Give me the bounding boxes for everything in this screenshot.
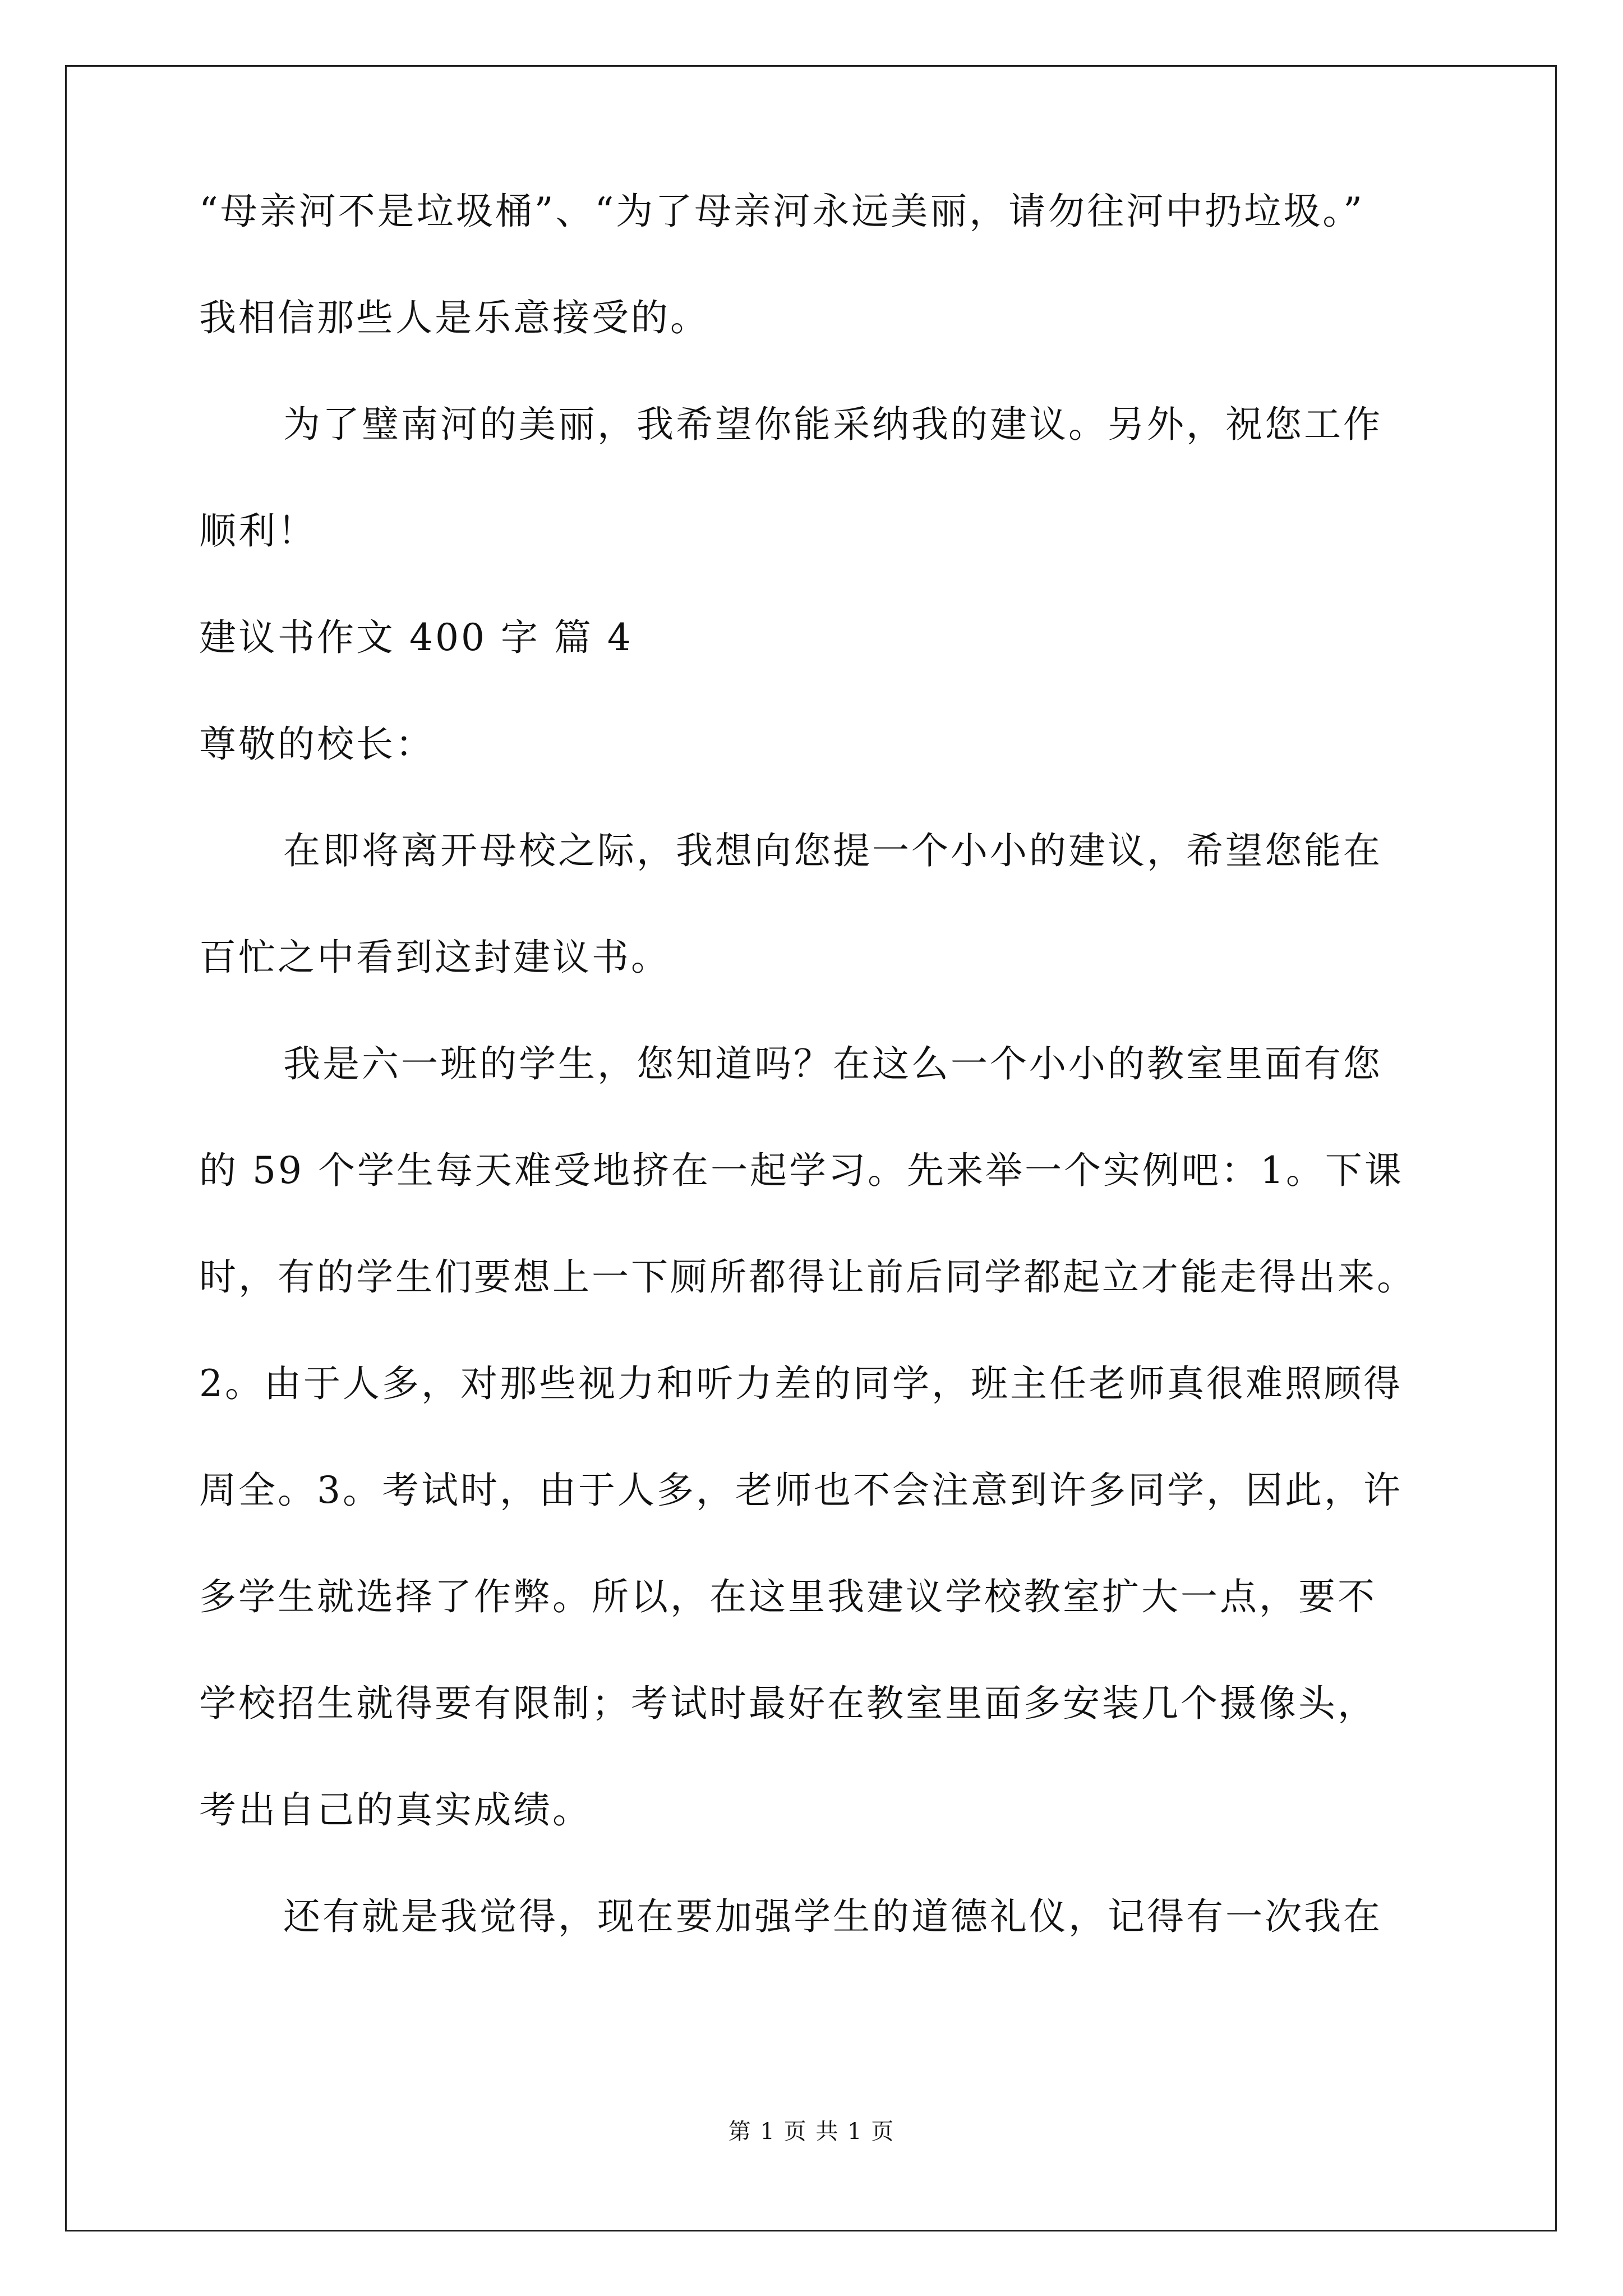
text-line-8: 百忙之中看到这封建议书。 xyxy=(199,936,670,979)
text-line-11: 时，有的学生们要想上一下厕所都得让前后同学都起立才能走得出来。 xyxy=(199,1255,1416,1299)
text-line-1: “母亲河不是垃圾桶”、“为了母亲河永远美丽，请勿往河中扔垃圾。” xyxy=(199,190,1364,233)
text-line-15: 学校招生就得要有限制；考试时最好在教室里面多安装几个摄像头， xyxy=(199,1682,1377,1725)
text-line-17: 还有就是我觉得，现在要加强学生的道德礼仪，记得有一次我在 xyxy=(283,1895,1382,1938)
text-line-10: 的 59 个学生每天难受地挤在一起学习。先来举一个实例吧：1。下课 xyxy=(199,1149,1404,1192)
text-line-12: 2。由于人多，对那些视力和听力差的同学，班主任老师真很难照顾得 xyxy=(199,1362,1403,1405)
text-line-14: 多学生就选择了作弊。所以，在这里我建议学校教室扩大一点，要不 xyxy=(199,1575,1377,1618)
text-line-3: 为了璧南河的美丽，我希望你能采纳我的建议。另外，祝您工作 xyxy=(283,403,1382,446)
text-line-9: 我是六一班的学生，您知道吗？在这么一个小小的教室里面有您 xyxy=(283,1042,1382,1085)
section-heading: 建议书作文 400 字 篇 4 xyxy=(199,616,633,659)
text-line-2: 我相信那些人是乐意接受的。 xyxy=(199,296,709,339)
text-line-4: 顺利！ xyxy=(199,509,317,553)
text-line-7: 在即将离开母校之际，我想向您提一个小小的建议，希望您能在 xyxy=(283,829,1382,872)
salutation: 尊敬的校长： xyxy=(199,723,435,766)
text-line-16: 考出自己的真实成绩。 xyxy=(199,1788,592,1832)
document-body xyxy=(199,185,1427,1997)
text-line-13: 周全。3。考试时，由于人多，老师也不会注意到许多同学，因此，许 xyxy=(199,1469,1403,1512)
page-footer: 第 1 页 共 1 页 xyxy=(728,2119,895,2145)
